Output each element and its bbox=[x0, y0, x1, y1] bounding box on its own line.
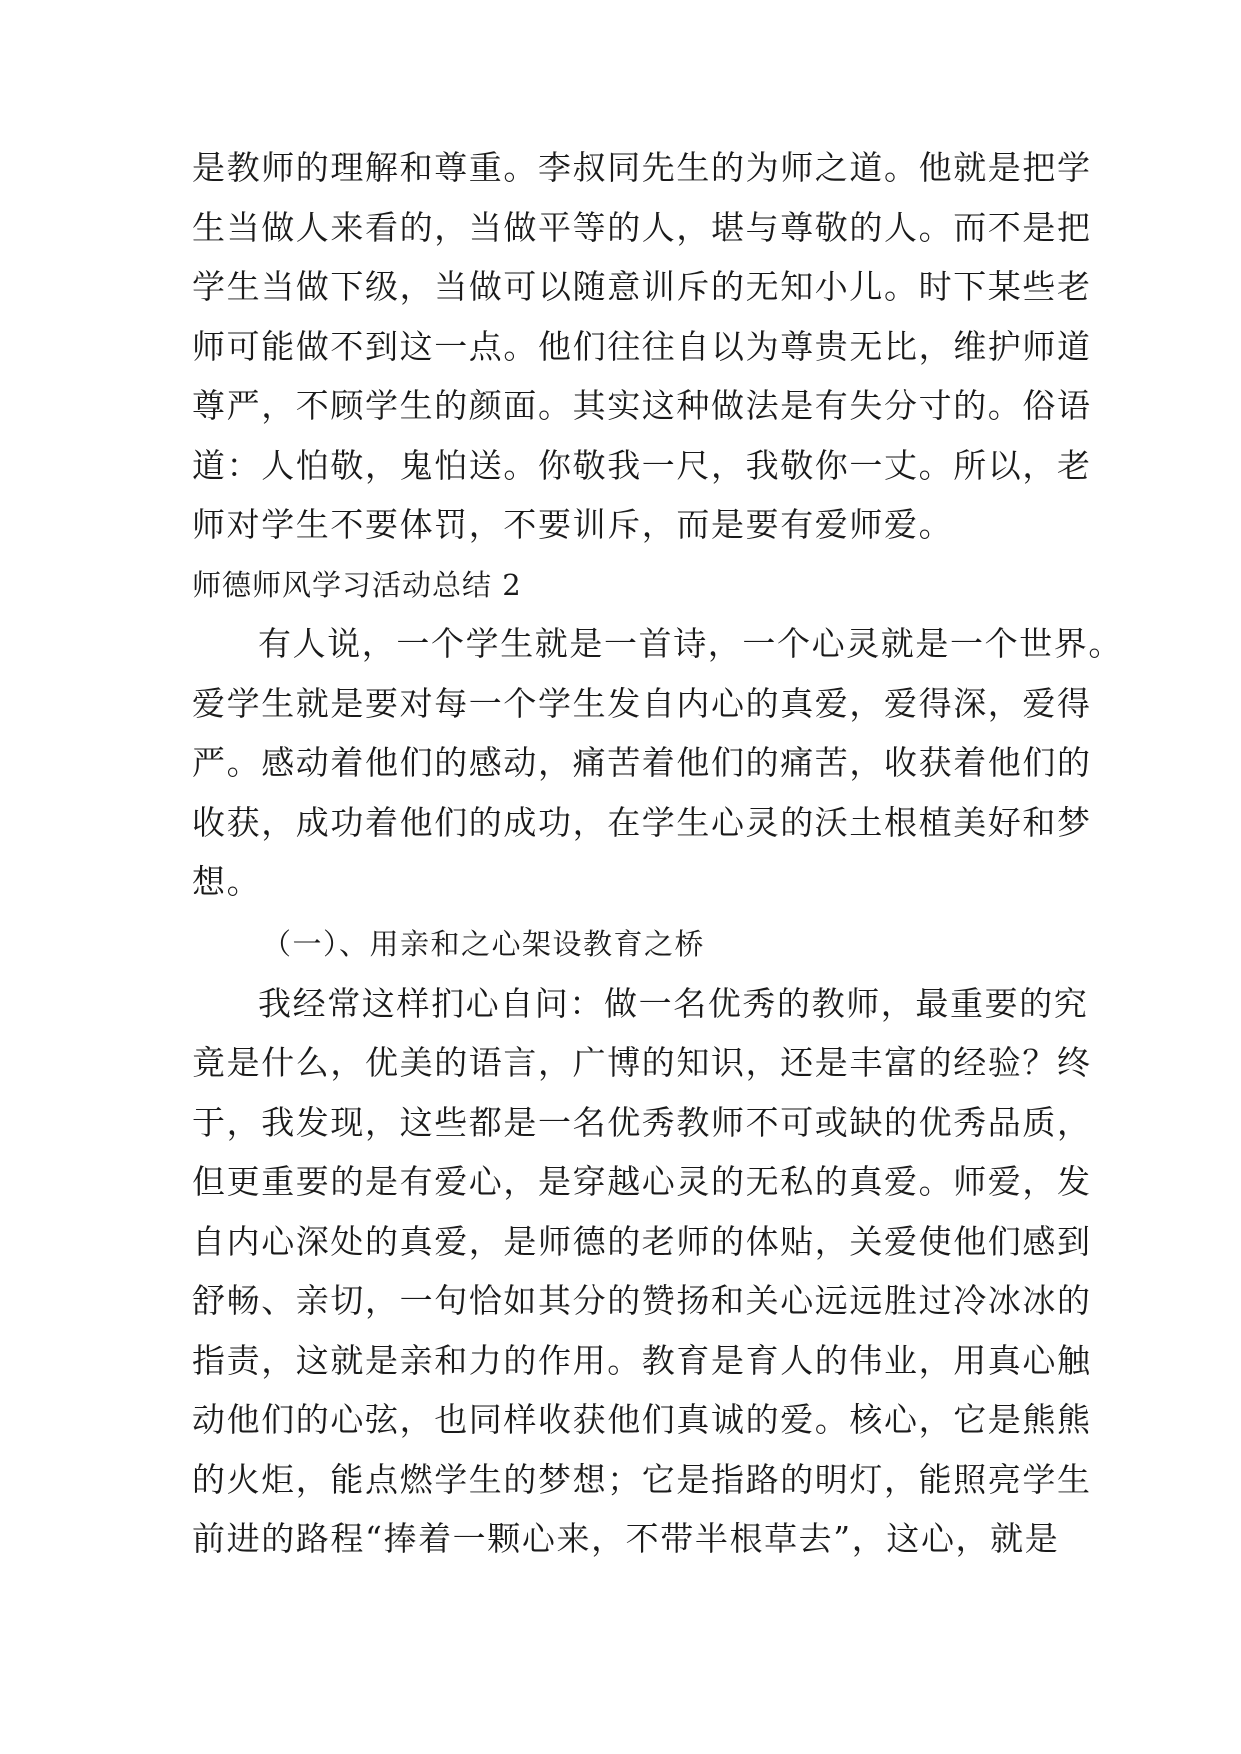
text-line: 于，我发现，这些都是一名优秀教师不可或缺的优秀品质， bbox=[192, 1103, 1092, 1142]
text-line: 学生当做下级，当做可以随意训斥的无知小儿。时下某些老 bbox=[192, 267, 1092, 306]
text-line: 舒畅、亲切，一句恰如其分的赞扬和关心远远胜过冷冰冰的 bbox=[192, 1281, 1092, 1320]
subsection-heading: （一）、用亲和之心架设教育之桥 bbox=[262, 927, 706, 961]
text-line: 但更重要的是有爱心，是穿越心灵的无私的真爱。师爱，发 bbox=[192, 1162, 1092, 1201]
text-line: 指责，这就是亲和力的作用。教育是育人的伟业，用真心触 bbox=[192, 1341, 1092, 1380]
text-line: 尊严，不顾学生的颜面。其实这种做法是有失分寸的。俗语 bbox=[192, 386, 1092, 425]
text-line: 想。 bbox=[192, 862, 262, 901]
text-line: 竟是什么，优美的语言，广博的知识，还是丰富的经验？终 bbox=[192, 1043, 1092, 1082]
text-line: 收获，成功着他们的成功，在学生心灵的沃土根植美好和梦 bbox=[192, 803, 1092, 842]
text-line: 我经常这样扪心自问：做一名优秀的教师，最重要的究 bbox=[258, 984, 1089, 1023]
text-line: 严。感动着他们的感动，痛苦着他们的痛苦，收获着他们的 bbox=[192, 743, 1092, 782]
section-heading: 师德师风学习活动总结 2 bbox=[192, 568, 522, 602]
text-line: 爱学生就是要对每一个学生发自内心的真爱，爱得深，爱得 bbox=[192, 684, 1092, 723]
text-line: 师可能做不到这一点。他们往往自以为尊贵无比，维护师道 bbox=[192, 327, 1092, 366]
text-line: 有人说，一个学生就是一首诗，一个心灵就是一个世界。 bbox=[258, 624, 1123, 663]
text-line: 的火炬，能点燃学生的梦想；它是指路的明灯，能照亮学生 bbox=[192, 1460, 1092, 1499]
text-line: 是教师的理解和尊重。李叔同先生的为师之道。他就是把学 bbox=[192, 148, 1092, 187]
text-line: 动他们的心弦，也同样收获他们真诚的爱。核心，它是熊熊 bbox=[192, 1400, 1092, 1439]
text-line: 自内心深处的真爱，是师德的老师的体贴，关爱使他们感到 bbox=[192, 1222, 1092, 1261]
text-line: 道：人怕敬，鬼怕送。你敬我一尺，我敬你一丈。所以，老 bbox=[192, 446, 1092, 485]
text-line: 生当做人来看的，当做平等的人，堪与尊敬的人。而不是把 bbox=[192, 208, 1092, 247]
text-line: 前进的路程“捧着一颗心来，不带半根草去”，这心，就是 bbox=[192, 1519, 1060, 1558]
text-line: 师对学生不要体罚，不要训斥，而是要有爱师爱。 bbox=[192, 505, 954, 544]
